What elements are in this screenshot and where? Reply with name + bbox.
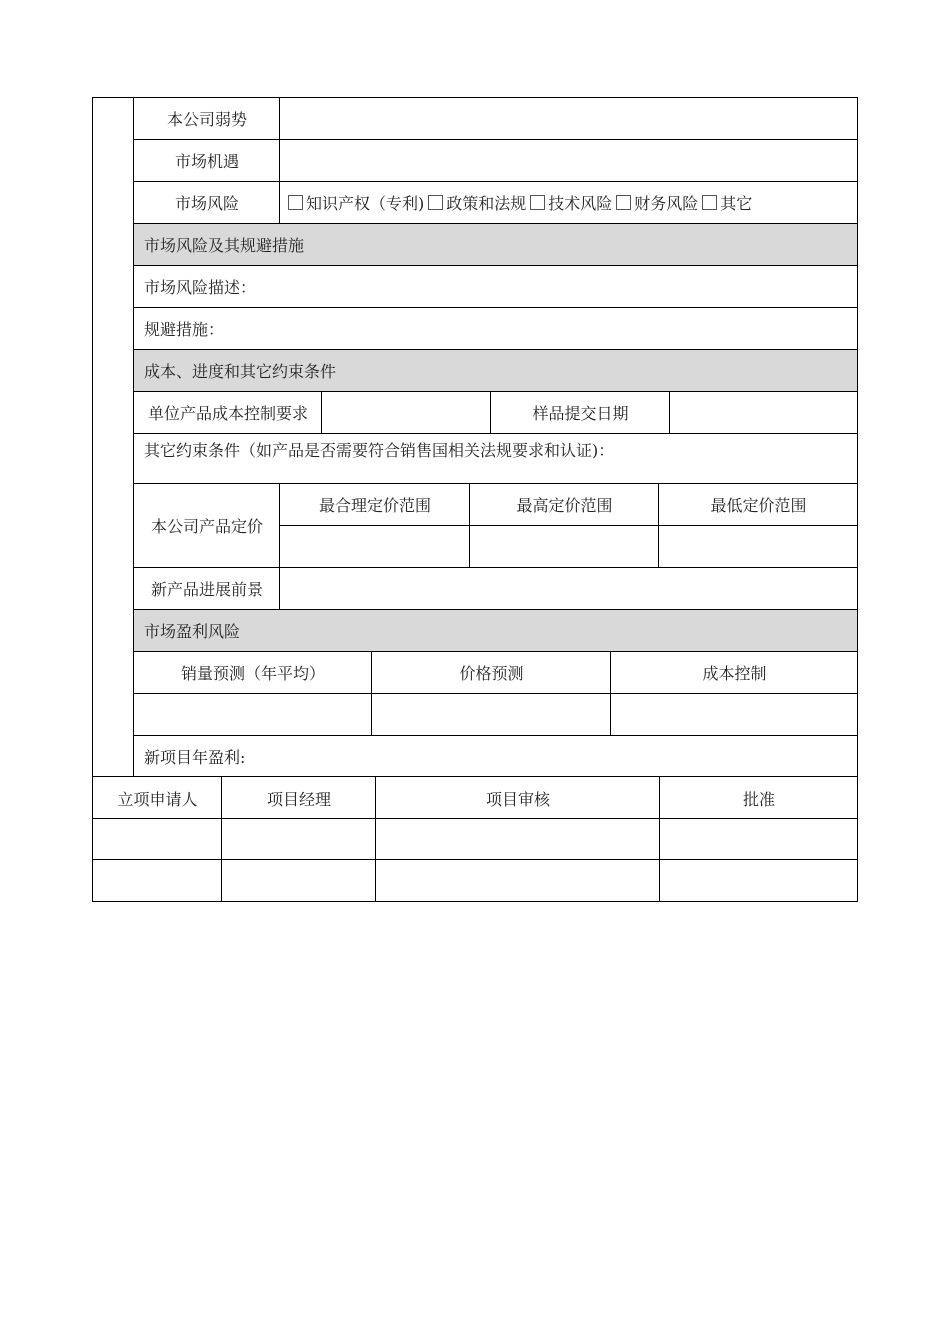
section-risk-mitigation-header bbox=[134, 223, 858, 265]
cost-control-header: 成本控制 bbox=[702, 663, 767, 683]
opportunity-label: 市场机遇 bbox=[174, 151, 239, 171]
grid-line bbox=[490, 391, 491, 433]
grid-line bbox=[134, 567, 858, 568]
grid-line bbox=[221, 776, 222, 902]
unit-cost-field[interactable] bbox=[322, 391, 491, 433]
risk-option-tech-label: 技术风险 bbox=[548, 193, 613, 213]
grid-line bbox=[280, 525, 858, 526]
grid-line bbox=[857, 97, 858, 902]
risk-option-policy-label: 政策和法规 bbox=[446, 193, 527, 213]
sign-approve-field[interactable] bbox=[660, 819, 858, 901]
grid-line bbox=[134, 651, 858, 652]
grid-line bbox=[92, 97, 858, 98]
sales-forecast-field[interactable] bbox=[134, 693, 372, 735]
price-highest-field[interactable] bbox=[470, 525, 659, 567]
sign-approve-header: 批准 bbox=[742, 789, 775, 809]
opportunity-field[interactable] bbox=[280, 139, 858, 181]
risk-description-field[interactable] bbox=[134, 265, 858, 307]
grid-line bbox=[134, 735, 858, 736]
grid-line bbox=[134, 391, 858, 392]
section-constraints-title: 成本、进度和其它约束条件 bbox=[144, 361, 337, 381]
grid-line bbox=[659, 776, 660, 902]
checkbox-ip[interactable] bbox=[288, 195, 303, 210]
section-profit-risk-title: 市场盈利风险 bbox=[144, 621, 241, 641]
weaknesses-field[interactable] bbox=[280, 98, 858, 139]
checkbox-policy[interactable] bbox=[428, 195, 443, 210]
annual-profit-label: 新项目年盈利: bbox=[144, 747, 246, 767]
risk-option-other-label: 其它 bbox=[720, 193, 753, 213]
risk-options bbox=[288, 181, 858, 223]
other-constraints-label: 其它约束条件（如产品是否需要符合销售国相关法规要求和认证)： bbox=[144, 441, 615, 460]
grid-line bbox=[134, 349, 858, 350]
sign-pm-field[interactable] bbox=[222, 819, 376, 901]
risk-description-label: 市场风险描述： bbox=[144, 277, 257, 297]
grid-line bbox=[92, 97, 93, 902]
checkbox-other[interactable] bbox=[702, 195, 717, 210]
prospect-label: 新产品进展前景 bbox=[150, 579, 263, 599]
section-risk-mitigation-title: 市场风险及其规避措施 bbox=[144, 235, 305, 255]
price-forecast-header: 价格预测 bbox=[459, 663, 524, 683]
sign-review-field[interactable] bbox=[376, 819, 660, 901]
sales-forecast-header: 销量预测（年平均） bbox=[180, 663, 325, 683]
grid-line bbox=[669, 391, 670, 433]
grid-line bbox=[279, 97, 280, 223]
unit-cost-label: 单位产品成本控制要求 bbox=[147, 403, 308, 423]
grid-line bbox=[134, 483, 858, 484]
risk-option-finance[interactable] bbox=[616, 191, 698, 214]
cost-control-field[interactable] bbox=[611, 693, 858, 735]
price-reasonable-header: 最合理定价范围 bbox=[318, 495, 431, 515]
mitigation-field[interactable] bbox=[134, 307, 858, 349]
risk-option-ip-label: 知识产权（专利) bbox=[306, 193, 425, 213]
price-lowest-header: 最低定价范围 bbox=[710, 495, 807, 515]
section-constraints-header bbox=[134, 349, 858, 391]
price-forecast-field[interactable] bbox=[372, 693, 611, 735]
grid-line bbox=[375, 776, 376, 902]
pricing-label: 本公司产品定价 bbox=[150, 516, 263, 536]
grid-line bbox=[92, 859, 858, 860]
prospect-field[interactable] bbox=[280, 567, 858, 609]
grid-line bbox=[321, 391, 322, 433]
grid-line bbox=[134, 223, 858, 224]
sample-date-label: 样品提交日期 bbox=[532, 403, 629, 423]
grid-line bbox=[92, 818, 858, 819]
grid-line bbox=[134, 693, 858, 694]
checkbox-finance[interactable] bbox=[616, 195, 631, 210]
risk-option-ip[interactable] bbox=[288, 191, 424, 214]
grid-line bbox=[279, 483, 280, 609]
risk-option-tech[interactable] bbox=[530, 191, 612, 214]
sample-date-field[interactable] bbox=[670, 391, 858, 433]
grid-line bbox=[658, 483, 659, 567]
grid-line bbox=[371, 651, 372, 735]
sign-review-header: 项目审核 bbox=[485, 789, 550, 809]
risk-option-other[interactable] bbox=[702, 191, 752, 214]
risk-option-policy[interactable] bbox=[428, 191, 526, 214]
grid-line bbox=[134, 265, 858, 266]
grid-line bbox=[92, 901, 858, 902]
sign-pm-header: 项目经理 bbox=[266, 789, 331, 809]
risk-label: 市场风险 bbox=[174, 193, 239, 213]
grid-line bbox=[134, 139, 858, 140]
grid-line bbox=[610, 651, 611, 735]
checkbox-tech[interactable] bbox=[530, 195, 545, 210]
grid-line bbox=[133, 97, 134, 777]
grid-line bbox=[92, 776, 858, 777]
weaknesses-label: 本公司弱势 bbox=[166, 110, 247, 129]
grid-line bbox=[134, 433, 858, 434]
annual-profit-field[interactable] bbox=[134, 735, 858, 777]
sign-applicant-field[interactable] bbox=[93, 819, 222, 901]
grid-line bbox=[134, 609, 858, 610]
grid-line bbox=[469, 483, 470, 567]
grid-line bbox=[134, 181, 858, 182]
sign-applicant-header: 立项申请人 bbox=[117, 789, 198, 809]
other-constraints-field[interactable] bbox=[134, 433, 858, 483]
price-lowest-field[interactable] bbox=[659, 525, 858, 567]
price-highest-header: 最高定价范围 bbox=[516, 495, 613, 515]
mitigation-label: 规避措施： bbox=[144, 319, 225, 339]
grid-line bbox=[134, 307, 858, 308]
section-profit-risk-header bbox=[134, 609, 858, 651]
price-reasonable-field[interactable] bbox=[280, 525, 470, 567]
risk-option-finance-label: 财务风险 bbox=[634, 193, 699, 213]
